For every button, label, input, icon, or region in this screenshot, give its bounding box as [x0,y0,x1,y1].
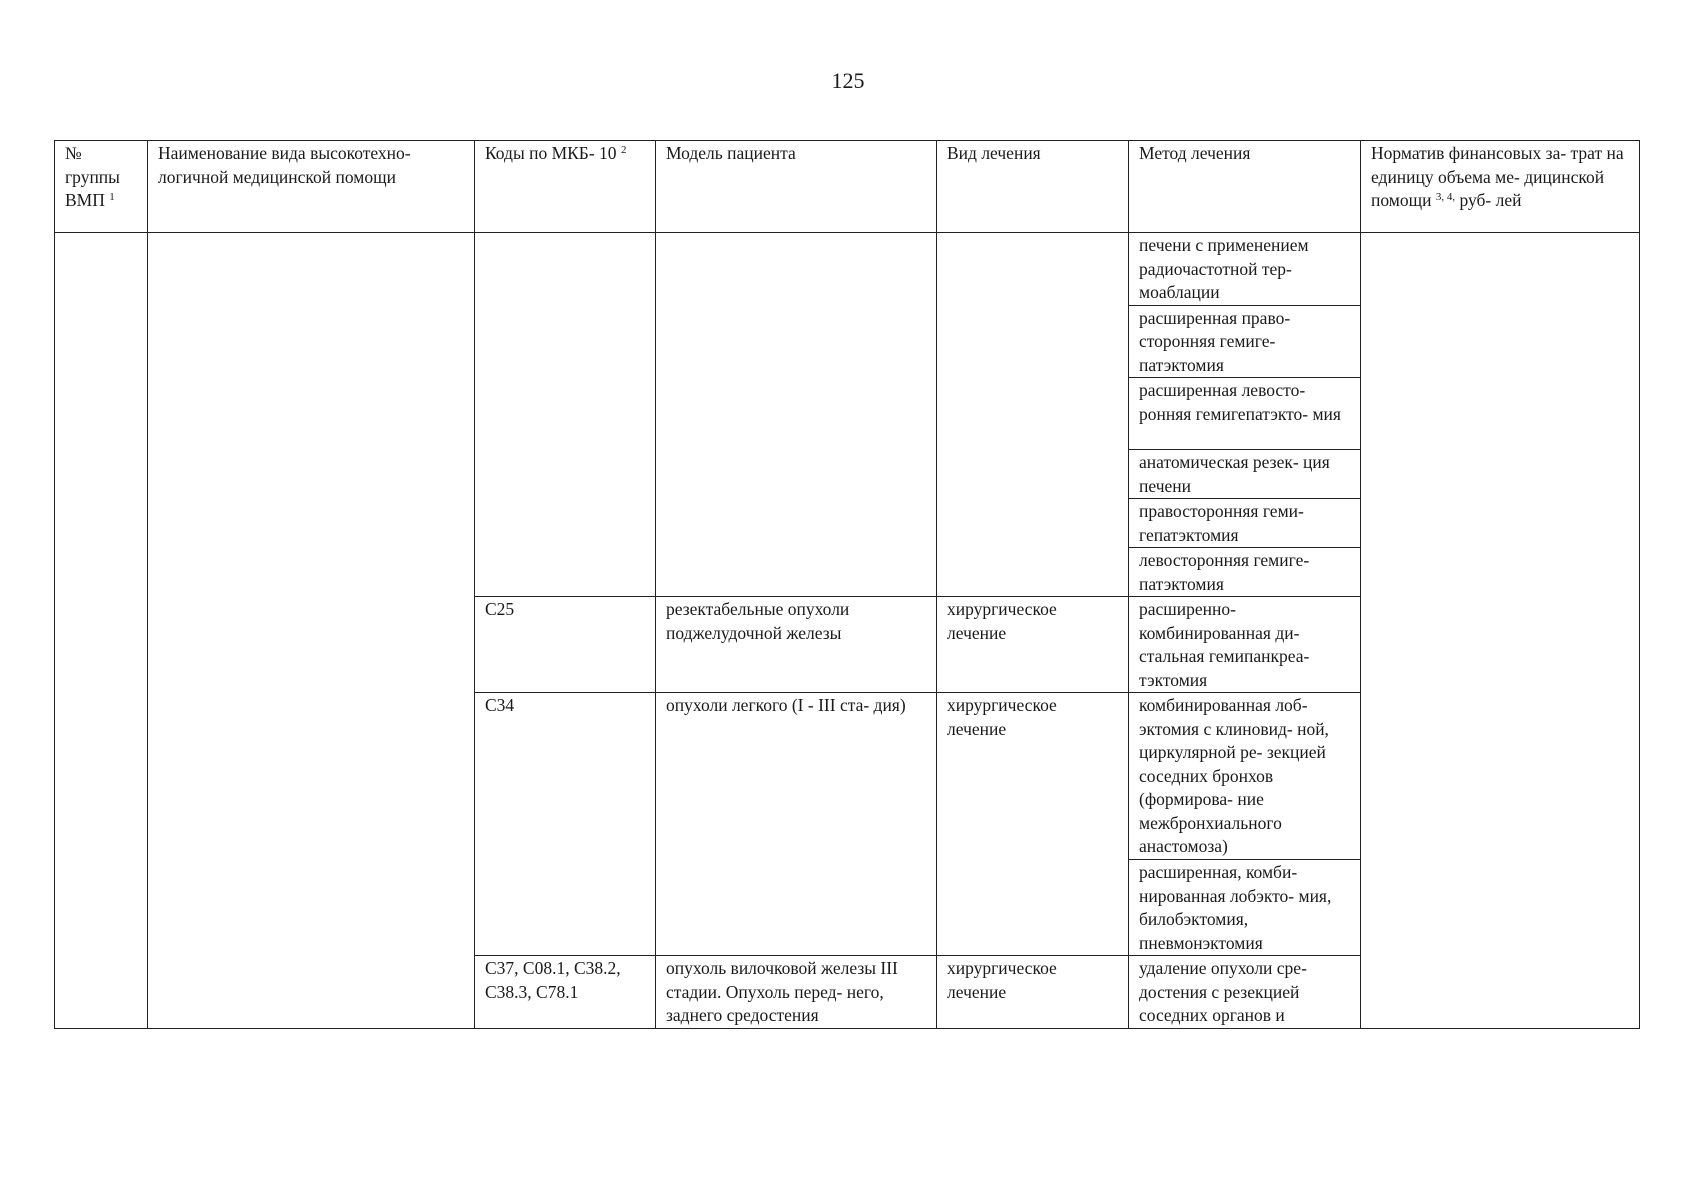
header-model: Модель пациента [656,141,937,233]
cell-method: расширенная право- сторонняя гемиге- патэктомия [1129,305,1361,378]
vmp-table [54,140,1640,1029]
header-treatment: Вид лечения [937,141,1129,233]
cell-method: печени с применением радиочастотной тер- моаблации [1129,233,1361,306]
page-number: 125 [831,68,865,93]
cell-model: резектабельные опухоли поджелудочной железы [656,597,937,693]
header-name: Наименование вида высокотехно- логичной медицинской помощи [148,141,475,233]
cell-method: правосторонняя геми- гепатэктомия [1129,499,1361,548]
header-row [55,141,1640,233]
cell-treatment: хирургическое лечение [937,956,1129,1029]
cell-norm [1361,233,1640,1029]
table-row [55,233,1640,306]
header-norm: Норматив финансовых за- трат на единицу объема ме- дицинской помощи $^{3, 4,}$ руб- лей [1361,141,1640,233]
cell-method: комбинированная лоб- эктомия с клиновид- ной, циркулярной ре- зекцией соседних бронхов (формирова- ние межбронхиального анастомоза) [1129,693,1361,860]
header-codes: Коды по МКБ- 10 $^2$ [475,141,656,233]
cell-name [148,233,475,1029]
cell-code: C34 [475,693,656,956]
cell-group [55,233,148,1029]
cell-treatment [937,233,1129,597]
cell-code: C25 [475,597,656,693]
cell-method: удаление опухоли сре- достения с резекцией соседних органов и [1129,956,1361,1029]
header-method: Метод лечения [1129,141,1361,233]
cell-model: опухоли легкого (I - III ста- дия) [656,693,937,956]
cell-code: C37, C08.1, C38.2, C38.3, C78.1 [475,956,656,1029]
cell-treatment: хирургическое лечение [937,597,1129,693]
cell-model [656,233,937,597]
cell-method: расширенная левосто- ронняя гемигепатэкто- мия [1129,378,1361,450]
cell-treatment: хирургическое лечение [937,693,1129,956]
cell-method: левосторонняя гемиге- патэктомия [1129,548,1361,597]
cell-method: расширенно- комбинированная ди- стальная гемипанкреа- тэктомия [1129,597,1361,693]
cell-code [475,233,656,597]
cell-method: расширенная, комби- нированная лобэкто- мия, билобэктомия, пневмонэктомия [1129,860,1361,956]
cell-method: анатомическая резек- ция печени [1129,450,1361,499]
cell-model: опухоль вилочковой железы III стадии. Опухоль перед- него, заднего средостения [656,956,937,1029]
header-group: № группы ВМП $^1$ [55,141,148,233]
